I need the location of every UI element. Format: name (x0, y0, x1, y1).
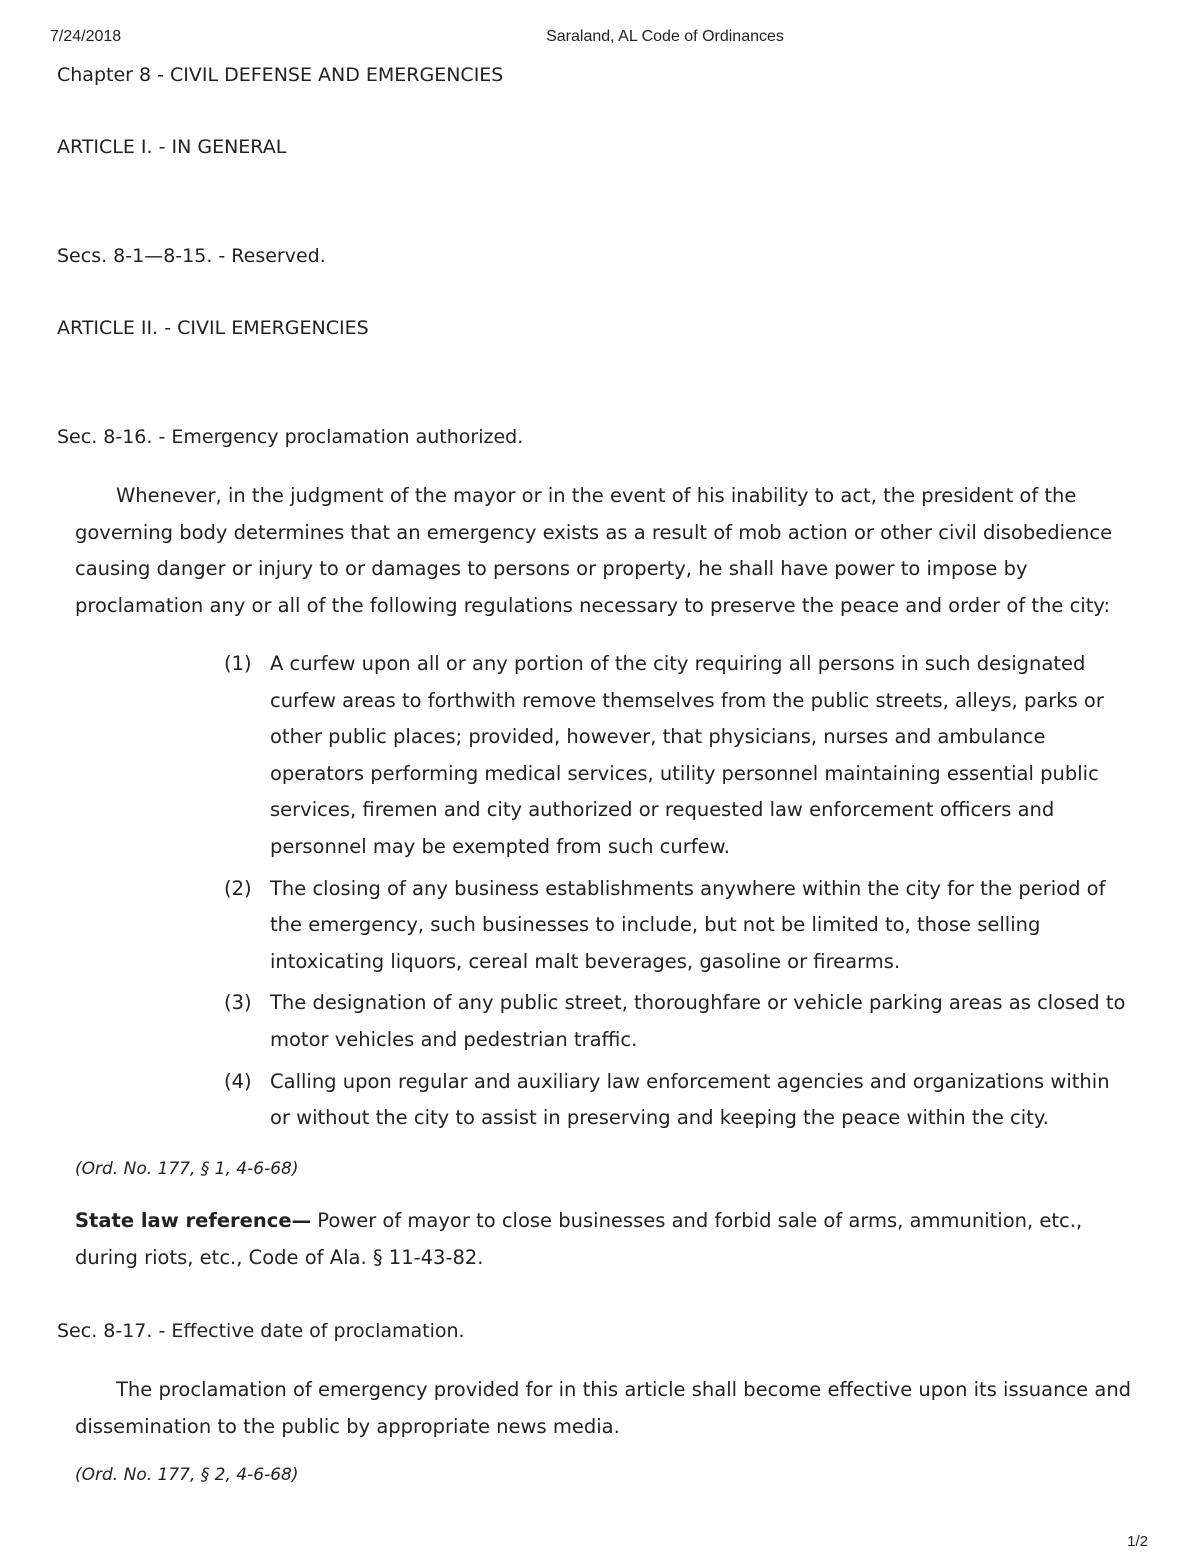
list-item (222, 871, 1127, 981)
state-law-reference (75, 1203, 1145, 1276)
sec-8-17-title: Sec. 8-17. - Effective date of proclamation. (57, 1320, 465, 1342)
secs-reserved: Secs. 8-1—8-15. - Reserved. (57, 245, 326, 267)
state-law-label: State law reference— (75, 1209, 312, 1232)
sec-8-16-title: Sec. 8-16. - Emergency proclamation authorized. (57, 426, 524, 448)
list-item-number: (4) (224, 1069, 252, 1093)
article-2-title: ARTICLE II. - CIVIL EMERGENCIES (57, 317, 369, 339)
page-number: 1/2 (1127, 1533, 1148, 1550)
list-item-text: Calling upon regular and auxiliary law enforcement agencies and organizations within or without the city to assist in preserving and keeping the peace within the city. (270, 1069, 1110, 1130)
list-item (222, 1064, 1127, 1137)
chapter-title: Chapter 8 - CIVIL DEFENSE AND EMERGENCIES (57, 64, 504, 86)
article-1-title: ARTICLE I. - IN GENERAL (57, 136, 287, 158)
regulations-list (222, 646, 1127, 1142)
list-item (222, 985, 1127, 1058)
list-item-text: The closing of any business establishments anywhere within the city for the period of the emergency, such businesses to include, but not be limited to, those selling intoxicating liquors, cereal malt beverages, gasoline or firearms. (270, 876, 1106, 973)
sec-8-17-body: The proclamation of emergency provided for in this article shall become effective upon its issuance and dissemination to the public by appropriate news media. (75, 1378, 1132, 1438)
list-item-number: (3) (224, 991, 252, 1015)
sec-8-16-citation: (Ord. No. 177, § 1, 4-6-68) (75, 1159, 299, 1179)
sec-8-16-body: Whenever, in the judgment of the mayor or in the event of his inability to act, the president of the governing body determines that an emergency exists as a result of mob action or other civil disobedience causing danger or injury to or damages to persons or property, he shall have power to impose by proclamation any or all of the following regulations necessary to preserve the peace and order of the city: (75, 484, 1113, 617)
list-item-number: (2) (224, 876, 252, 900)
sec-8-17-citation: (Ord. No. 177, § 2, 4-6-68) (75, 1465, 299, 1485)
state-law-text: Power of mayor to close businesses and forbid sale of arms, ammunition, etc., during riots, etc., Code of Ala. § 11-43-82. (75, 1209, 1083, 1269)
list-item-number: (1) (224, 652, 252, 675)
page-header-date: 7/24/2018 (50, 28, 122, 45)
list-item-text: A curfew upon all or any portion of the city requiring all persons in such designated curfew areas to forthwith remove themselves from the public streets, alleys, parks or other public places; provided, however, that physicians, nurses and ambulance operators performing medical services, utility personnel maintaining essential public services, firemen and city authorized or requested law enforcement officers and personnel may be exempted from such curfew. (270, 652, 1104, 858)
list-item-text: The designation of any public street, thoroughfare or vehicle parking areas as closed to motor vehicles and pedestrian traffic. (270, 991, 1126, 1051)
page-header-title: Saraland, AL Code of Ordinances (546, 28, 784, 45)
list-item (222, 646, 1127, 866)
